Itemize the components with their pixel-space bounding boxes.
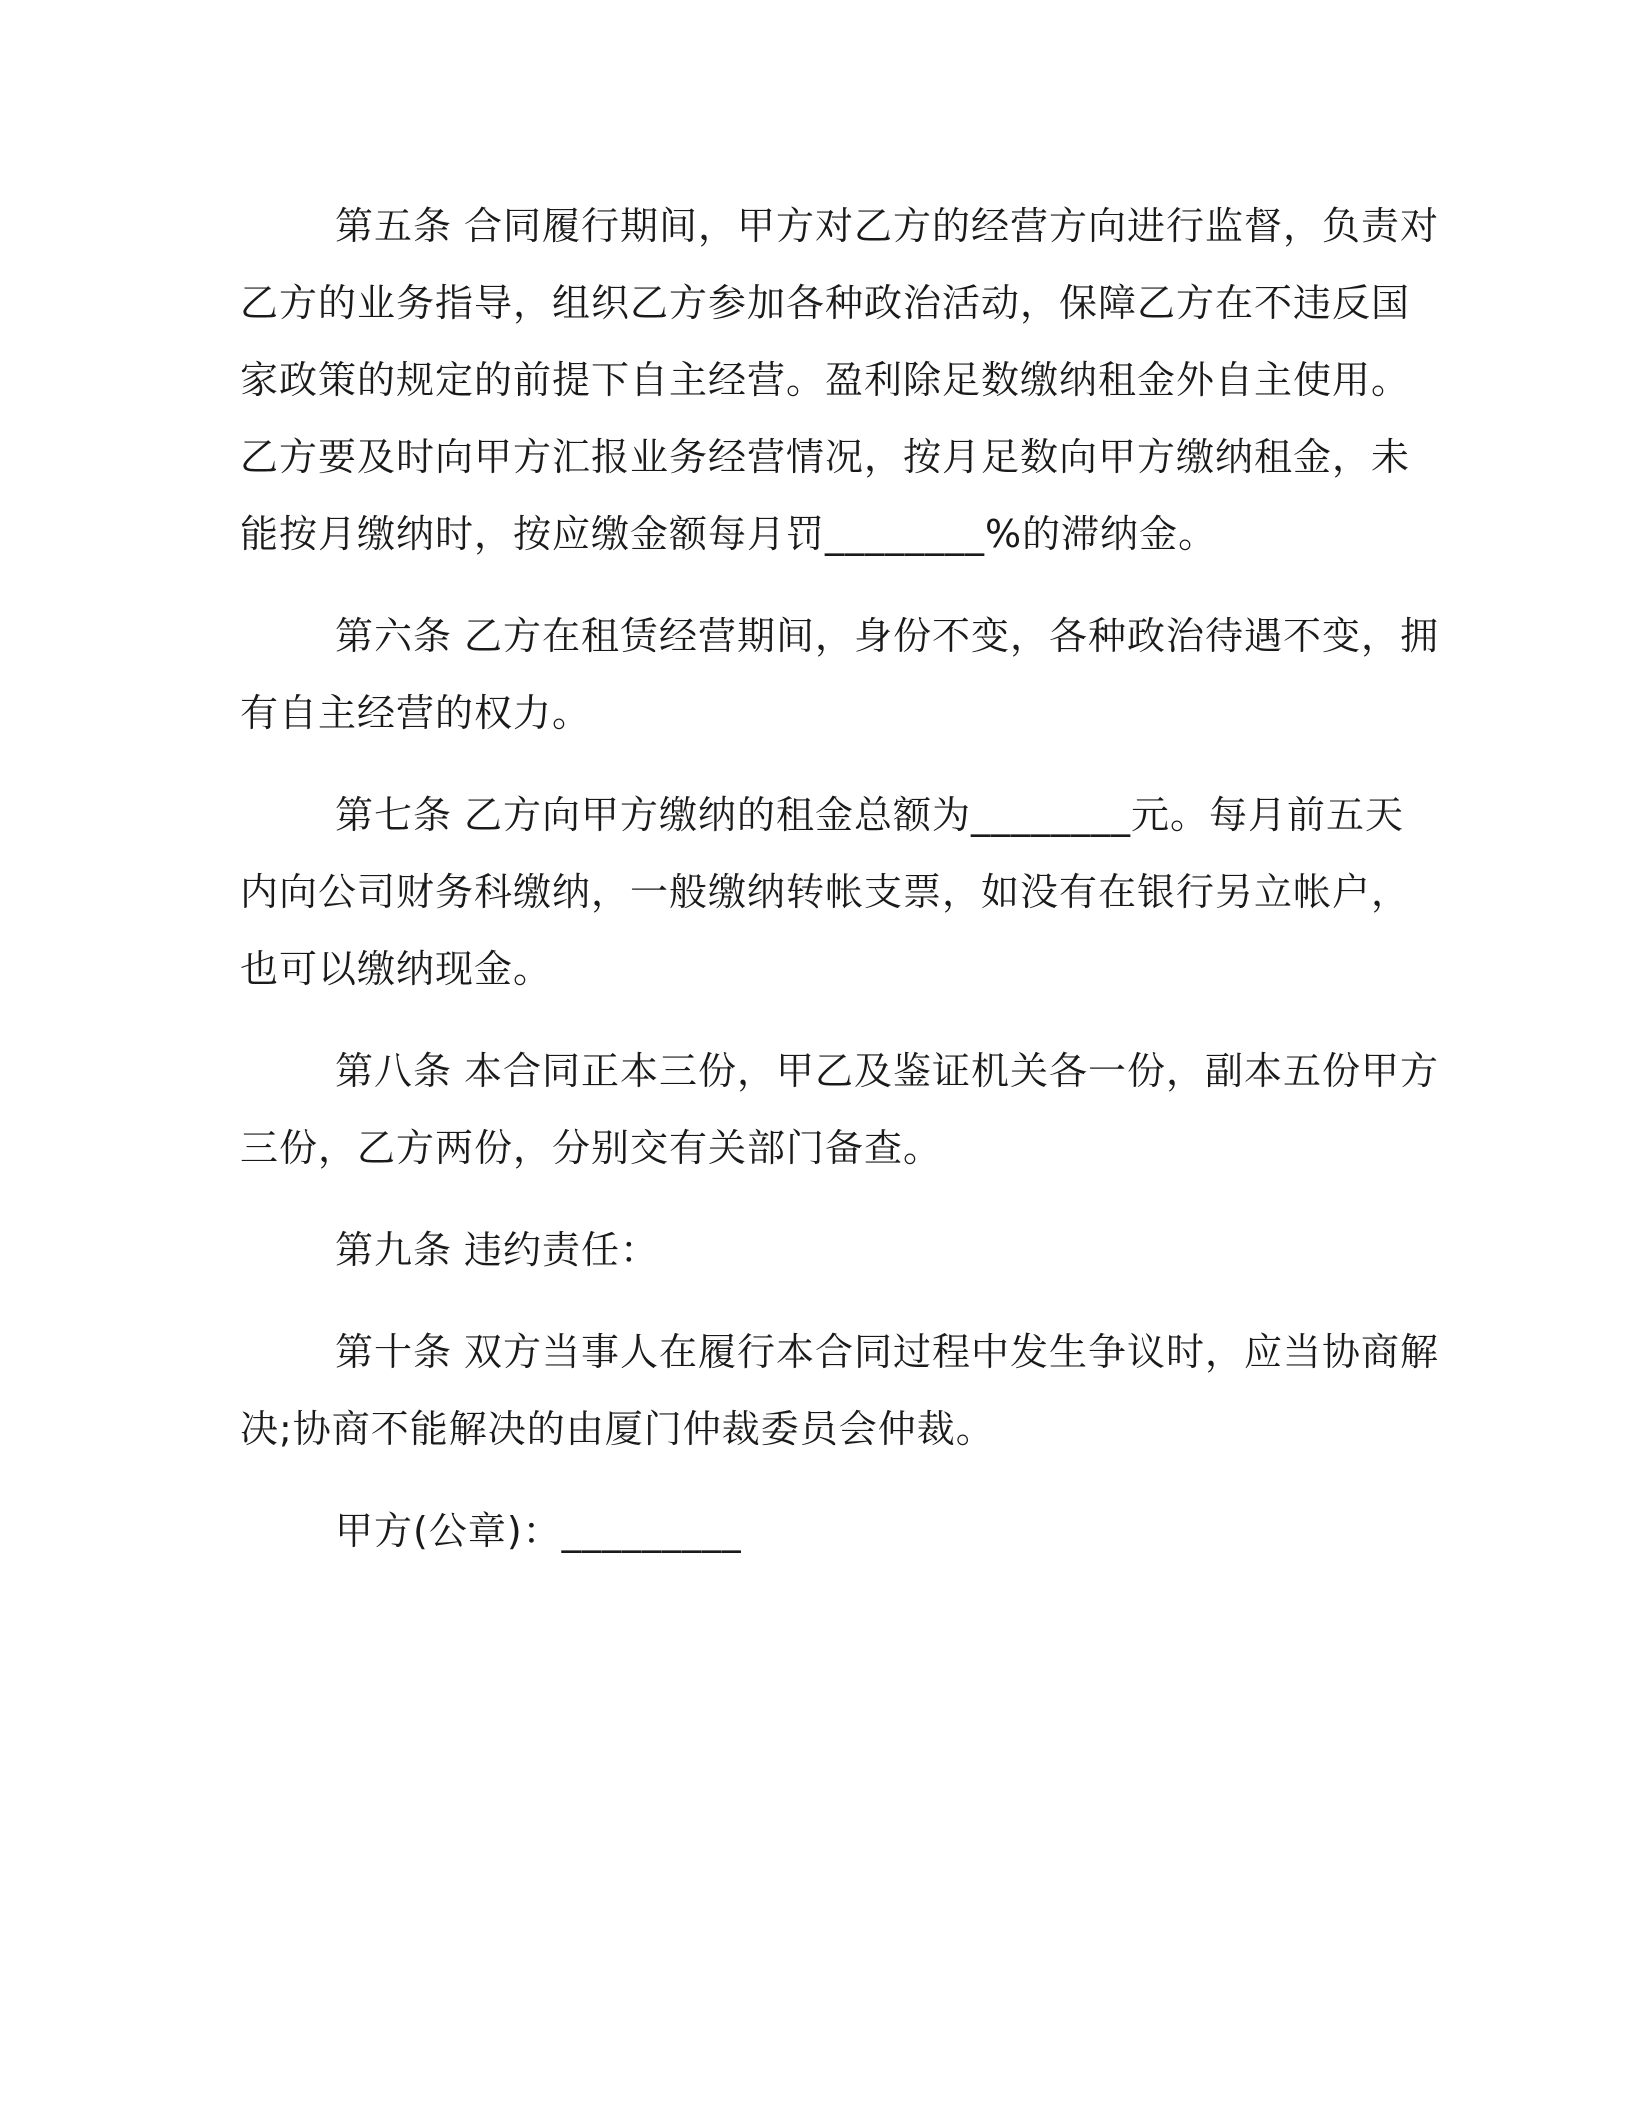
article-label: 第十条 [335,1330,453,1374]
article-5 [240,188,1440,573]
article-line: 第六条 乙方在租赁经营期间，身份不变，各种政治待遇不变，拥 [335,614,1440,658]
party-a-signature: 甲方(公章)：_________ [335,1509,742,1553]
article-label: 第九条 [335,1228,453,1272]
signature-block [240,1493,1390,1570]
article-line: 也可以缴纳现金。 [240,947,553,991]
article-8 [240,1033,1440,1187]
article-line: 第九条 违约责任： [335,1228,660,1272]
article-10 [240,1314,1440,1468]
article-line: 有自主经营的权力。 [240,691,592,735]
article-line: 乙方要及时向甲方汇报业务经营情况，按月足数向甲方缴纳租金，未 [240,435,1411,479]
article-line: 第十条 双方当事人在履行本合同过程中发生争议时，应当协商解 [335,1330,1440,1374]
article-label: 第五条 [335,204,453,248]
article-line: 第七条 乙方向甲方缴纳的租金总额为________元。每月前五天 [335,793,1405,837]
article-line: 能按月缴纳时，按应缴金额每月罚________%的滞纳金。 [240,512,1218,556]
article-6 [240,598,1440,752]
article-line: 家政策的规定的前提下自主经营。盈利除足数缴纳租金外自主使用。 [240,358,1411,402]
document-page [240,188,1440,1570]
article-line: 第五条 合同履行期间，甲方对乙方的经营方向进行监督，负责对 [335,204,1440,248]
article-line: 内向公司财务科缴纳，一般缴纳转帐支票，如没有在银行另立帐户， [240,870,1411,914]
article-line: 第八条 本合同正本三份，甲乙及鉴证机关各一份，副本五份甲方 [335,1049,1440,1093]
article-line: 三份，乙方两份，分别交有关部门备查。 [240,1126,943,1170]
article-label: 第六条 [335,614,453,658]
article-line: 乙方的业务指导，组织乙方参加各种政治活动，保障乙方在不违反国 [240,281,1411,325]
article-label: 第八条 [335,1049,453,1093]
article-9 [240,1212,1390,1289]
article-7 [240,777,1411,1008]
article-label: 第七条 [335,793,453,837]
article-line: 决;协商不能解决的由厦门仲裁委员会仲裁。 [240,1407,995,1451]
